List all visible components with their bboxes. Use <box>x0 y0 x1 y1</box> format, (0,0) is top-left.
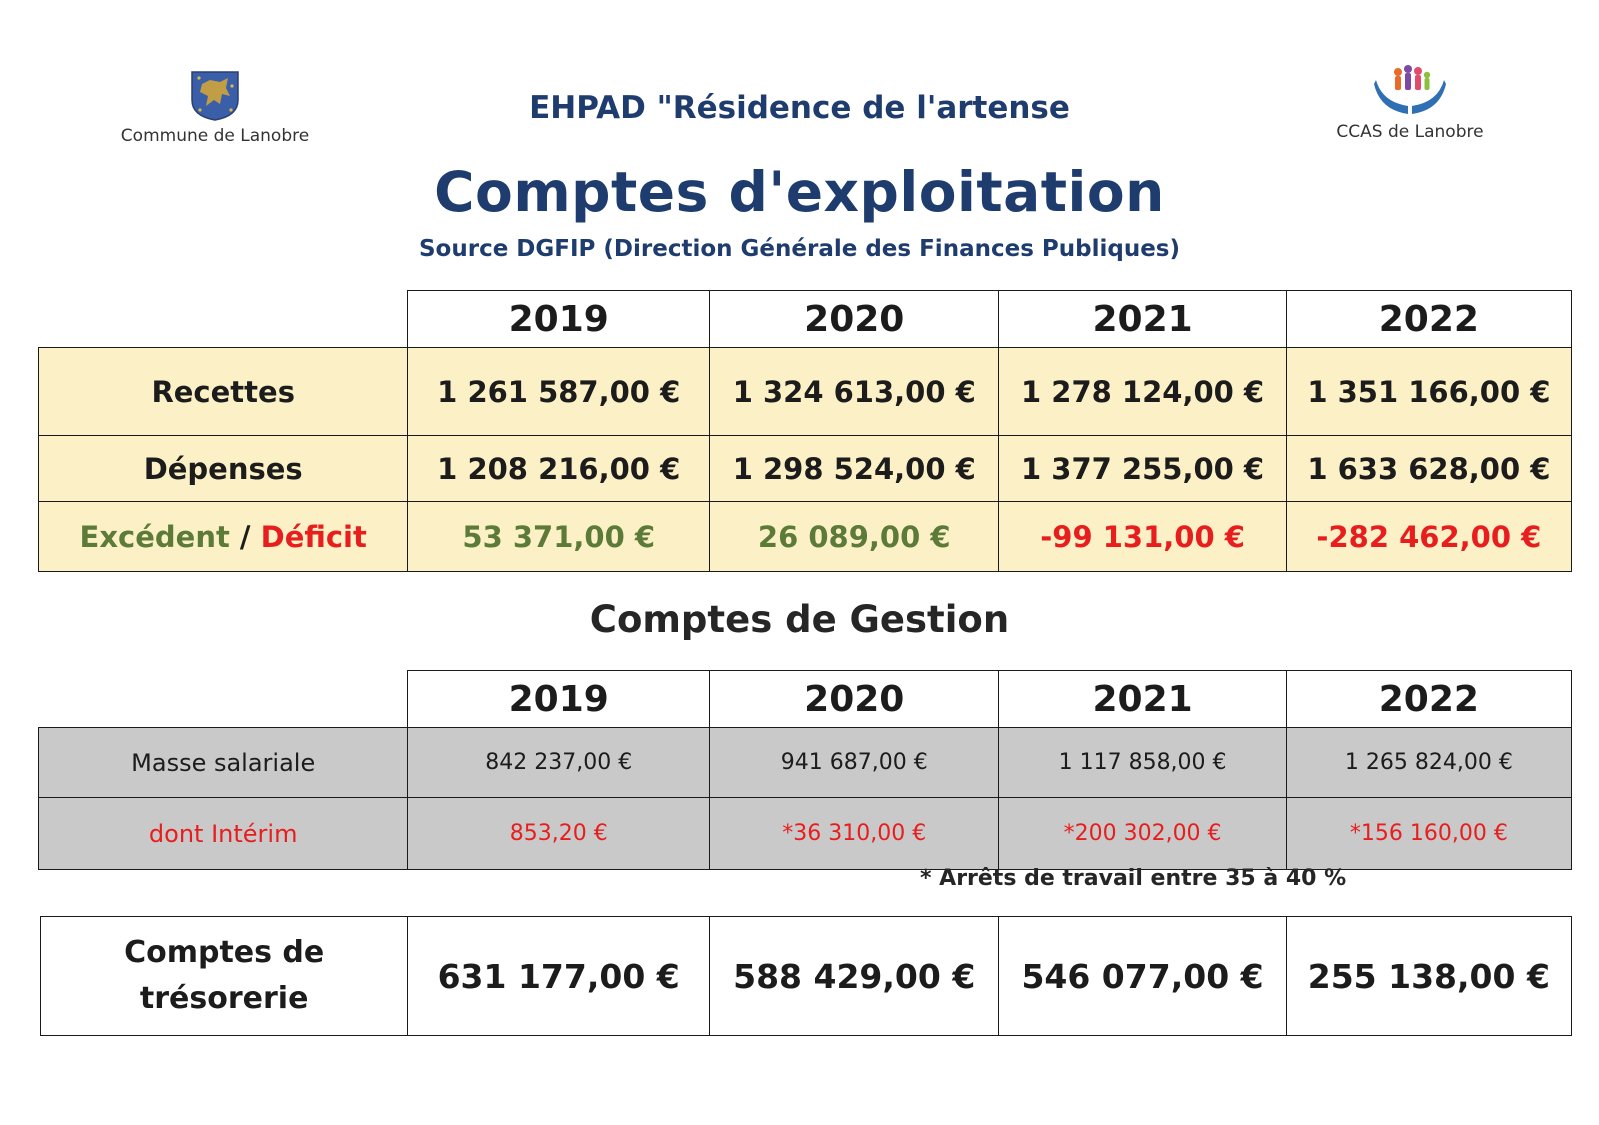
interim-value: *36 310,00 € <box>710 798 999 870</box>
year-header: 2021 <box>999 291 1286 348</box>
depenses-value: 1 377 255,00 € <box>999 436 1286 502</box>
masse-salariale-value: 1 265 824,00 € <box>1286 728 1571 798</box>
gestion-table <box>38 670 1572 870</box>
tresorerie-value: 631 177,00 € <box>408 917 710 1036</box>
label-excedent: Excédent <box>79 519 230 554</box>
interim-value: 853,20 € <box>408 798 710 870</box>
recettes-row <box>39 348 1572 436</box>
resultat-value: -282 462,00 € <box>1286 502 1571 572</box>
ccas-caption: CCAS de Lanobre <box>1336 122 1484 142</box>
recettes-value: 1 261 587,00 € <box>408 348 710 436</box>
tresorerie-table <box>40 916 1572 1036</box>
commune-caption: Commune de Lanobre <box>120 126 310 146</box>
recettes-value: 1 278 124,00 € <box>999 348 1286 436</box>
year-header: 2022 <box>1286 291 1571 348</box>
row-label-resultat <box>39 502 408 572</box>
establishment-name: EHPAD "Résidence de l'artense <box>529 90 1070 126</box>
recettes-value: 1 324 613,00 € <box>710 348 999 436</box>
year-header: 2020 <box>710 291 999 348</box>
page-title: Comptes d'exploitation <box>434 160 1165 224</box>
depenses-value: 1 208 216,00 € <box>408 436 710 502</box>
tresorerie-value: 588 429,00 € <box>710 917 999 1036</box>
masse-salariale-value: 1 117 858,00 € <box>999 728 1286 798</box>
tresorerie-label-line1: Comptes de <box>124 935 325 970</box>
empty-corner-cell <box>39 291 408 348</box>
year-header: 2019 <box>408 291 710 348</box>
resultat-value: -99 131,00 € <box>999 502 1286 572</box>
tresorerie-value: 546 077,00 € <box>999 917 1286 1036</box>
tresorerie-label-line2: trésorerie <box>139 981 309 1016</box>
row-label-tresorerie <box>41 917 408 1036</box>
interim-value: *200 302,00 € <box>999 798 1286 870</box>
depenses-row <box>39 436 1572 502</box>
resultat-row <box>39 502 1572 572</box>
year-header-row <box>39 671 1572 728</box>
masse-salariale-value: 941 687,00 € <box>710 728 999 798</box>
source-line: Source DGFIP (Direction Générale des Finances Publiques) <box>418 236 1180 262</box>
empty-corner-cell <box>39 671 408 728</box>
recettes-value: 1 351 166,00 € <box>1286 348 1571 436</box>
masse-salariale-value: 842 237,00 € <box>408 728 710 798</box>
exploitation-table <box>38 290 1572 572</box>
row-label-interim: dont Intérim <box>39 798 408 870</box>
row-label-masse-salariale: Masse salariale <box>39 728 408 798</box>
year-header: 2022 <box>1286 671 1571 728</box>
label-deficit: Déficit <box>260 519 367 554</box>
year-header: 2021 <box>999 671 1286 728</box>
footnote: * Arrêts de travail entre 35 à 40 % <box>920 866 1347 891</box>
resultat-value: 26 089,00 € <box>710 502 999 572</box>
tresorerie-row <box>41 917 1572 1036</box>
interim-row <box>39 798 1572 870</box>
interim-value: *156 160,00 € <box>1286 798 1571 870</box>
label-separator: / <box>229 519 261 554</box>
year-header-row <box>39 291 1572 348</box>
section-title-gestion: Comptes de Gestion <box>589 598 1010 641</box>
year-header: 2020 <box>710 671 999 728</box>
depenses-value: 1 298 524,00 € <box>710 436 999 502</box>
masse-salariale-row <box>39 728 1572 798</box>
row-label-depenses: Dépenses <box>39 436 408 502</box>
tresorerie-value: 255 138,00 € <box>1286 917 1571 1036</box>
row-label-recettes: Recettes <box>39 348 408 436</box>
depenses-value: 1 633 628,00 € <box>1286 436 1571 502</box>
year-header: 2019 <box>408 671 710 728</box>
resultat-value: 53 371,00 € <box>408 502 710 572</box>
